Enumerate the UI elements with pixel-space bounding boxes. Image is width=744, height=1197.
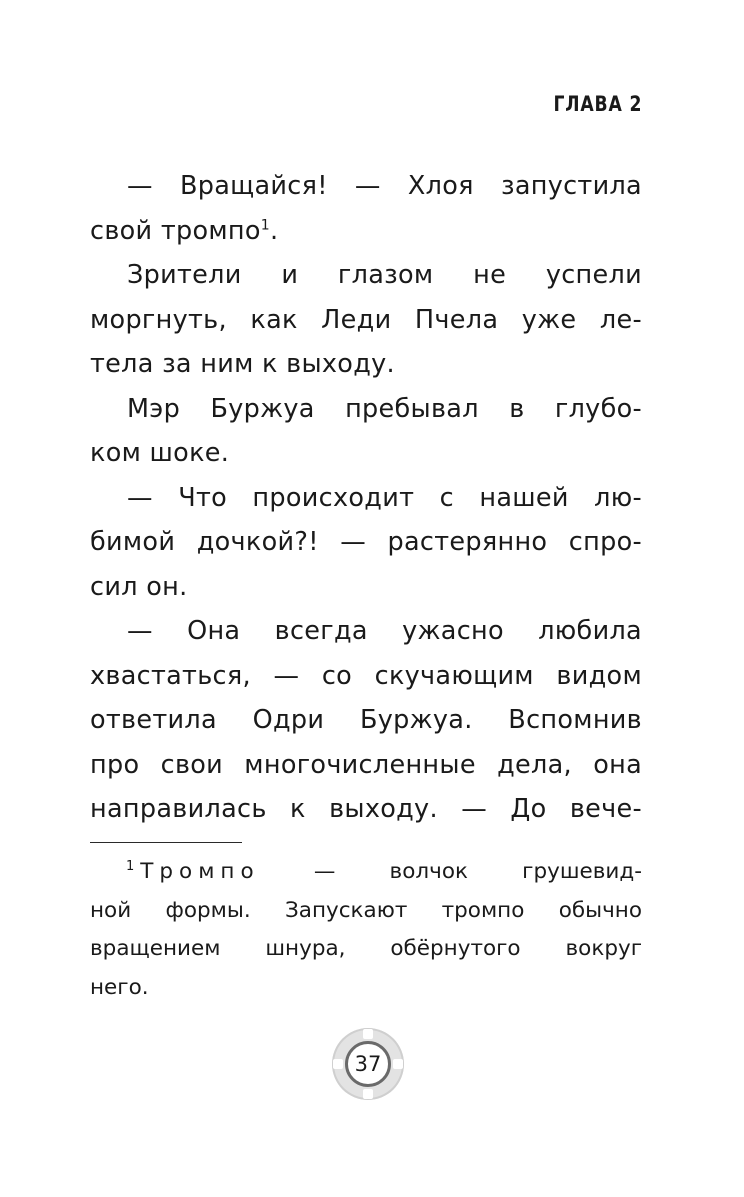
text-line: Зрители и глазом не успели [127,260,642,290]
footnote-line: $^1$ Тромпо — волчок грушевид- [126,858,642,884]
badge-notch [393,1059,403,1069]
badge-notch [363,1029,373,1039]
badge-notch [333,1059,343,1069]
footnote-line: ной формы. Запускают тромпо обычно [90,897,642,923]
text-line: хвастаться, — со скучающим видом [90,660,642,691]
text-line: Мэр Буржуа пребывал в глубо- [127,393,642,424]
footnote-marker: 1 [260,217,270,233]
footnote-line: вращением шнура, обёрнутого вокруг [90,936,642,961]
footnote-divider [90,842,242,843]
footnote [90,853,642,1007]
text-line: сил он. [90,571,188,602]
text-line: про свои многочисленные дела, она [90,749,642,780]
footnote-term: Тромпо [140,859,260,884]
text-line: свой тромпо$^1$. [90,215,279,246]
body-text [90,164,642,832]
footnote-number: 1 [126,858,135,874]
page-number-badge [332,1028,404,1100]
text-line: моргнуть, как Леди Пчела уже ле- [90,304,642,335]
text-line: тела за ним к выходу. [90,349,395,379]
text-line: — Вращайся! — Хлоя запустила [127,171,642,201]
text-line: ответила Одри Буржуа. Вспомнив [90,705,642,735]
text-line: — Она всегда ужасно любила [127,616,642,646]
page-number: 37 [345,1041,391,1087]
footnote-line: него. [90,974,149,1000]
text-line: бимой дочкой?! — растерянно спро- [90,527,642,557]
text-line: направилась к выходу. — До вече- [90,794,642,824]
text-line: — Что происходит с нашей лю- [127,482,642,513]
chapter-header: ГЛАВА 2 [553,92,642,116]
text-line: ком шоке. [90,438,230,468]
badge-notch [363,1089,373,1099]
